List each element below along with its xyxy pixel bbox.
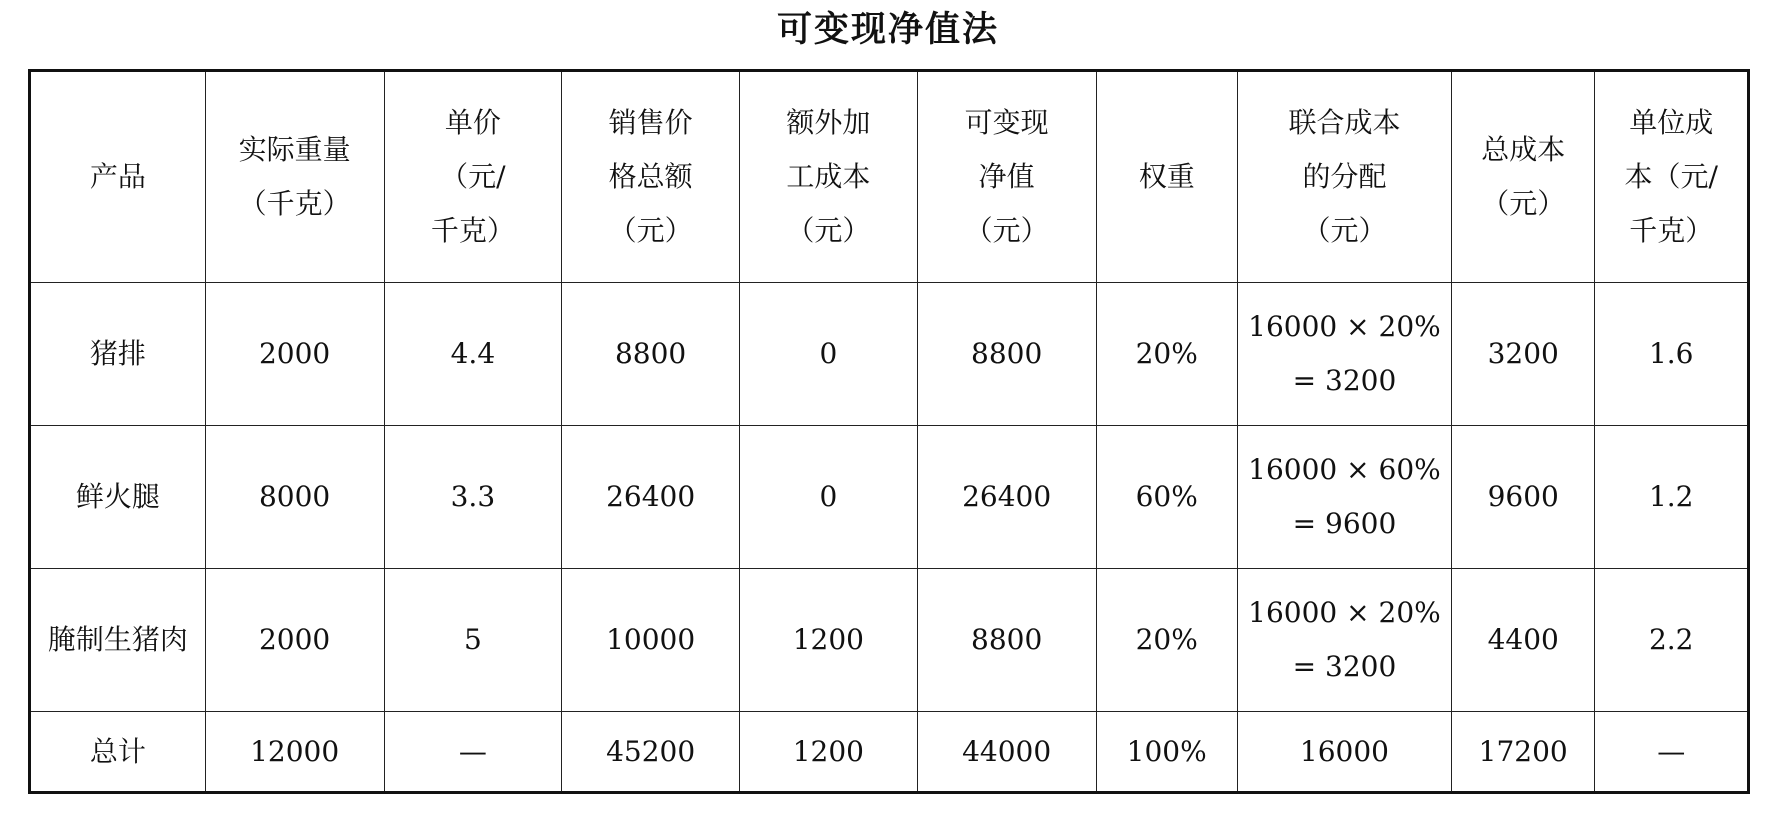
table-cell: 8800: [917, 569, 1096, 712]
table-cell: 1.6: [1595, 283, 1749, 426]
table-cell: 10000: [562, 569, 740, 712]
table-cell: 4400: [1452, 569, 1595, 712]
total-row: [30, 712, 1749, 793]
total-cell: —: [384, 712, 562, 793]
table-cell: 20%: [1096, 283, 1237, 426]
header-cell: 权重: [1096, 71, 1237, 283]
header-row: [30, 71, 1749, 283]
total-cell: 45200: [562, 712, 740, 793]
header-cell: 单价 （元/ 千克）: [384, 71, 562, 283]
table-cell: 20%: [1096, 569, 1237, 712]
total-cell: 44000: [917, 712, 1096, 793]
document-title: 可变现净值法: [776, 10, 999, 50]
table-cell: 0: [740, 426, 918, 569]
table-cell: 4.4: [384, 283, 562, 426]
header-cell: 额外加 工成本 （元）: [740, 71, 918, 283]
product-cell: 猪排: [30, 283, 206, 426]
table-cell: 8000: [205, 426, 384, 569]
table-cell: 26400: [562, 426, 740, 569]
table-cell: 5: [384, 569, 562, 712]
table-cell: 1200: [740, 569, 918, 712]
table-cell: 26400: [917, 426, 1096, 569]
total-cell: 100%: [1096, 712, 1237, 793]
total-cell: —: [1595, 712, 1749, 793]
table-cell: 8800: [917, 283, 1096, 426]
total-cell: 17200: [1452, 712, 1595, 793]
allocation-cell: 16000 × 20% = 3200: [1237, 283, 1451, 426]
joint-cost-table: [28, 69, 1750, 794]
table-row: [30, 569, 1749, 712]
header-cell: 产品: [30, 71, 206, 283]
allocation-cell: 16000 × 20% = 3200: [1237, 569, 1451, 712]
total-label-cell: 总计: [30, 712, 206, 793]
header-cell: 实际重量 （千克）: [205, 71, 384, 283]
header-cell: 联合成本 的分配 （元）: [1237, 71, 1451, 283]
table-row: [30, 426, 1749, 569]
table-cell: 1.2: [1595, 426, 1749, 569]
table-cell: 60%: [1096, 426, 1237, 569]
table-cell: 3.3: [384, 426, 562, 569]
total-cell: 12000: [205, 712, 384, 793]
total-cell: 1200: [740, 712, 918, 793]
header-cell: 单位成 本（元/ 千克）: [1595, 71, 1749, 283]
product-cell: 腌制生猪肉: [30, 569, 206, 712]
table-cell: 2000: [205, 569, 384, 712]
product-cell: 鲜火腿: [30, 426, 206, 569]
table-cell: 9600: [1452, 426, 1595, 569]
table-cell: 8800: [562, 283, 740, 426]
table-cell: 2000: [205, 283, 384, 426]
header-cell: 总成本 （元）: [1452, 71, 1595, 283]
table-cell: 3200: [1452, 283, 1595, 426]
header-cell: 可变现 净值 （元）: [917, 71, 1096, 283]
table-cell: 0: [740, 283, 918, 426]
table-row: [30, 283, 1749, 426]
allocation-cell: 16000 × 60% = 9600: [1237, 426, 1451, 569]
total-cell: 16000: [1237, 712, 1451, 793]
header-cell: 销售价 格总额 （元）: [562, 71, 740, 283]
table-cell: 2.2: [1595, 569, 1749, 712]
